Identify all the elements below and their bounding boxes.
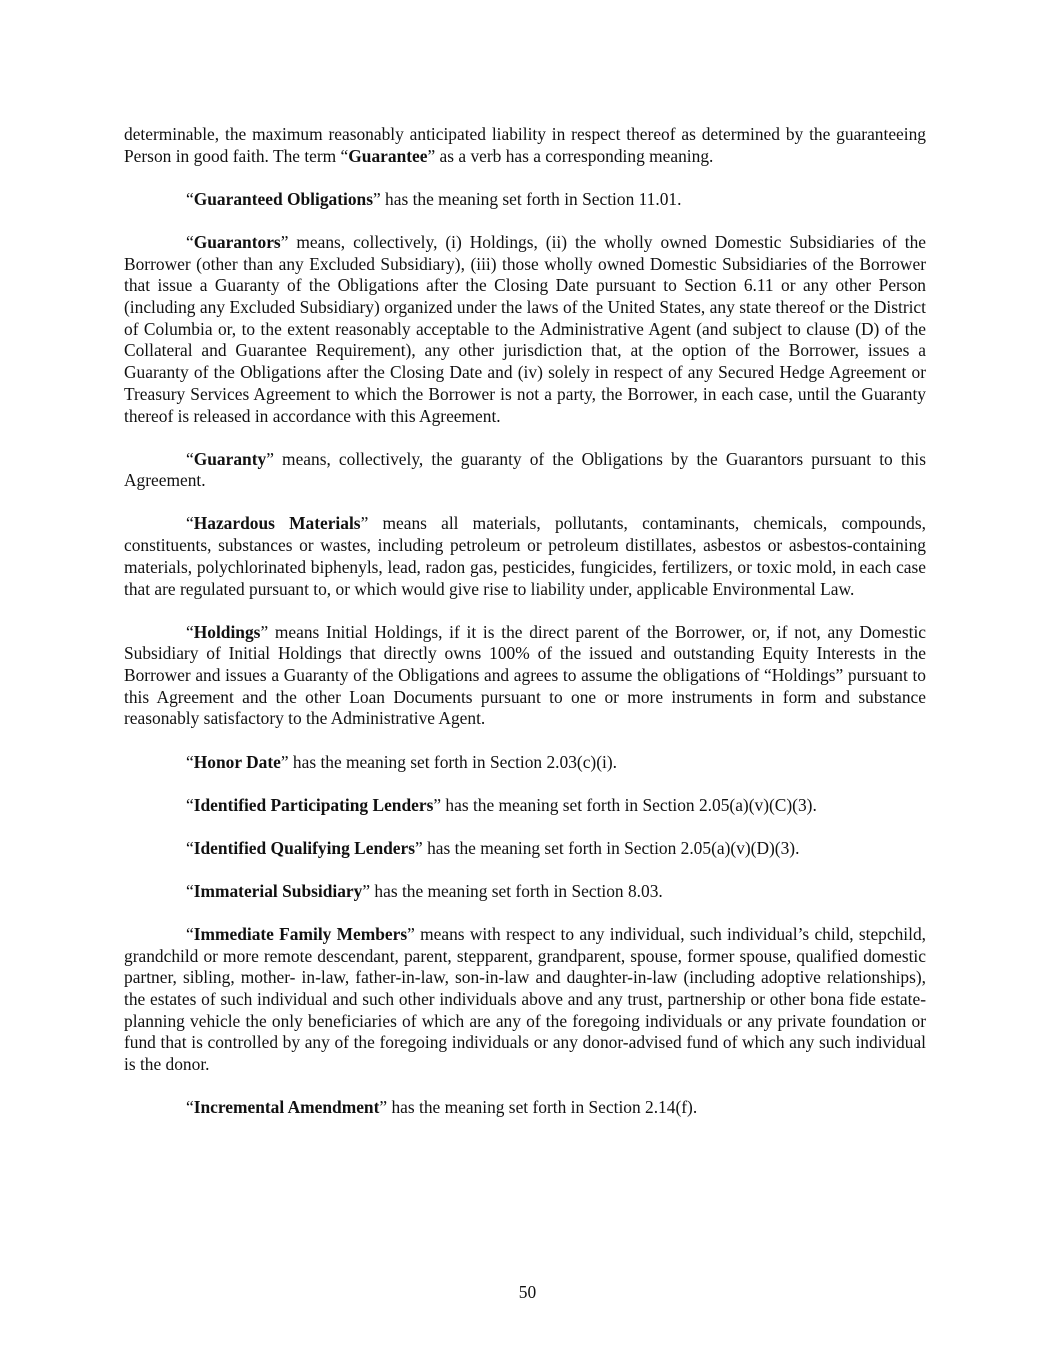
definition-body: ” means with respect to any individual, such individual’s child, stepchild, grandchild or more remote descendant, parent, stepparent, grandparent, spouse, former spouse, qualified domestic partner, sibling, mother- in-law, father-in-law, son-in-law and daughter-in-law (including adoptive relationships), the estates of such individual and such other individuals above and any trust, partnership or other bona fide estate-planning vehicle the only beneficiaries of which are any of the foregoing individuals or any private foundation or fund that is controlled by any of the foregoing individuals or any donor-advised fund of which any such individual is the donor.: [124, 923, 926, 1075]
open-quote: “: [186, 880, 194, 901]
continuation-paragraph: [124, 124, 926, 167]
open-quote: “: [186, 1097, 194, 1118]
definition-body: ” has the meaning set forth in Section 2.05(a)(v)(C)(3).: [433, 794, 817, 815]
defined-term: Incremental Amendment: [193, 1097, 380, 1118]
definition-body: ” has the meaning set forth in Section 2.05(a)(v)(D)(3).: [415, 837, 800, 858]
definition-identified-participating-lenders: [124, 795, 926, 817]
open-quote: “: [186, 231, 194, 252]
open-quote: “: [186, 923, 194, 944]
defined-term: Guaranteed Obligations: [193, 188, 373, 209]
definition-body: ” has the meaning set forth in Section 2.03(c)(i).: [280, 751, 617, 772]
definition-holdings: [124, 622, 926, 731]
defined-term: Guaranty: [193, 448, 267, 469]
definition-immaterial-subsidiary: [124, 881, 926, 903]
open-quote: “: [186, 837, 194, 858]
document-page: [124, 124, 926, 1140]
definition-guarantors: [124, 232, 926, 427]
definition-body: ” means, collectively, the guaranty of the Obligations by the Guarantors pursuant to this Agreement.: [124, 448, 926, 491]
definition-body: ” means all materials, pollutants, contaminants, chemicals, compounds, constituents, substances or wastes, including petroleum or petroleum distillates, asbestos or asbestos-containing materials, polychlorinated biphenyls, lead, radon gas, pesticides, fungicides, fertilizers, or toxic mold, in each case that are regulated pursuant to, or which would give rise to liability under, applicable Environmental Law.: [124, 513, 926, 599]
page-number: 50: [518, 1282, 537, 1302]
defined-term-guarantee: Guarantee: [348, 145, 428, 166]
definition-guaranteed-obligations: [124, 189, 926, 211]
definition-identified-qualifying-lenders: [124, 838, 926, 860]
open-quote: “: [186, 794, 194, 815]
continuation-text-start: determinable, the maximum reasonably anticipated liability in respect thereof as determined by the guaranteeing Person in good faith. The term “: [124, 124, 926, 166]
open-quote: “: [186, 188, 194, 209]
open-quote: “: [186, 751, 194, 772]
open-quote: “: [186, 513, 194, 534]
definition-hazardous-materials: [124, 513, 926, 600]
definition-immediate-family-members: [124, 924, 926, 1076]
defined-term: Immediate Family Members: [193, 923, 408, 944]
definition-body: ” means Initial Holdings, if it is the direct parent of the Borrower, or, if not, any Domestic Subsidiary of Initial Holdings that directly owns 100% of the issued and outstanding Equity Interests in the Borrower and issues a Guaranty of the Obligations and agrees to assume the obligations of “Holdings” pursuant to this Agreement and the other Loan Documents pursuant to one or more instruments in form and substance reasonably satisfactory to the Administrative Agent.: [124, 621, 926, 729]
definition-body: ” has the meaning set forth in Section 11.01.: [372, 188, 682, 209]
defined-term: Immaterial Subsidiary: [193, 880, 363, 901]
definition-guaranty: [124, 449, 926, 492]
open-quote: “: [186, 621, 194, 642]
definition-body: ” has the meaning set forth in Section 8.03.: [362, 880, 663, 901]
definition-body: ” has the meaning set forth in Section 2.14(f).: [379, 1097, 698, 1118]
defined-term: Hazardous Materials: [193, 513, 361, 534]
definition-incremental-amendment: [124, 1097, 926, 1119]
definition-honor-date: [124, 752, 926, 774]
open-quote: “: [186, 448, 194, 469]
defined-term: Identified Qualifying Lenders: [193, 837, 416, 858]
defined-term: Guarantors: [193, 231, 281, 252]
defined-term: Honor Date: [193, 751, 281, 772]
definition-body: ” means, collectively, (i) Holdings, (ii) the wholly owned Domestic Subsidiaries of the Borrower (other than any Excluded Subsidiary), (iii) those wholly owned Domestic Subsidiaries of the Borrower that issue a Guaranty of the Obligations after the Closing Date pursuant to Section 6.11 or any other Person (including any Excluded Subsidiary) organized under the laws of the United States, any state thereof or the District of Columbia or, to the extent reasonably acceptable to the Administrative Agent (and subject to clause (D) of the Collateral and Guarantee Requirement), any other jurisdiction that, at the option of the Borrower, issues a Guaranty of the Obligations after the Closing Date and (iv) solely in respect of any Secured Hedge Agreement or Treasury Services Agreement to which the Borrower is not a party, the Borrower, in each case, until the Guaranty thereof is released in accordance with this Agreement.: [124, 231, 926, 426]
defined-term: Identified Participating Lenders: [193, 794, 434, 815]
defined-term: Holdings: [193, 621, 261, 642]
continuation-text-end: ” as a verb has a corresponding meaning.: [427, 145, 714, 166]
